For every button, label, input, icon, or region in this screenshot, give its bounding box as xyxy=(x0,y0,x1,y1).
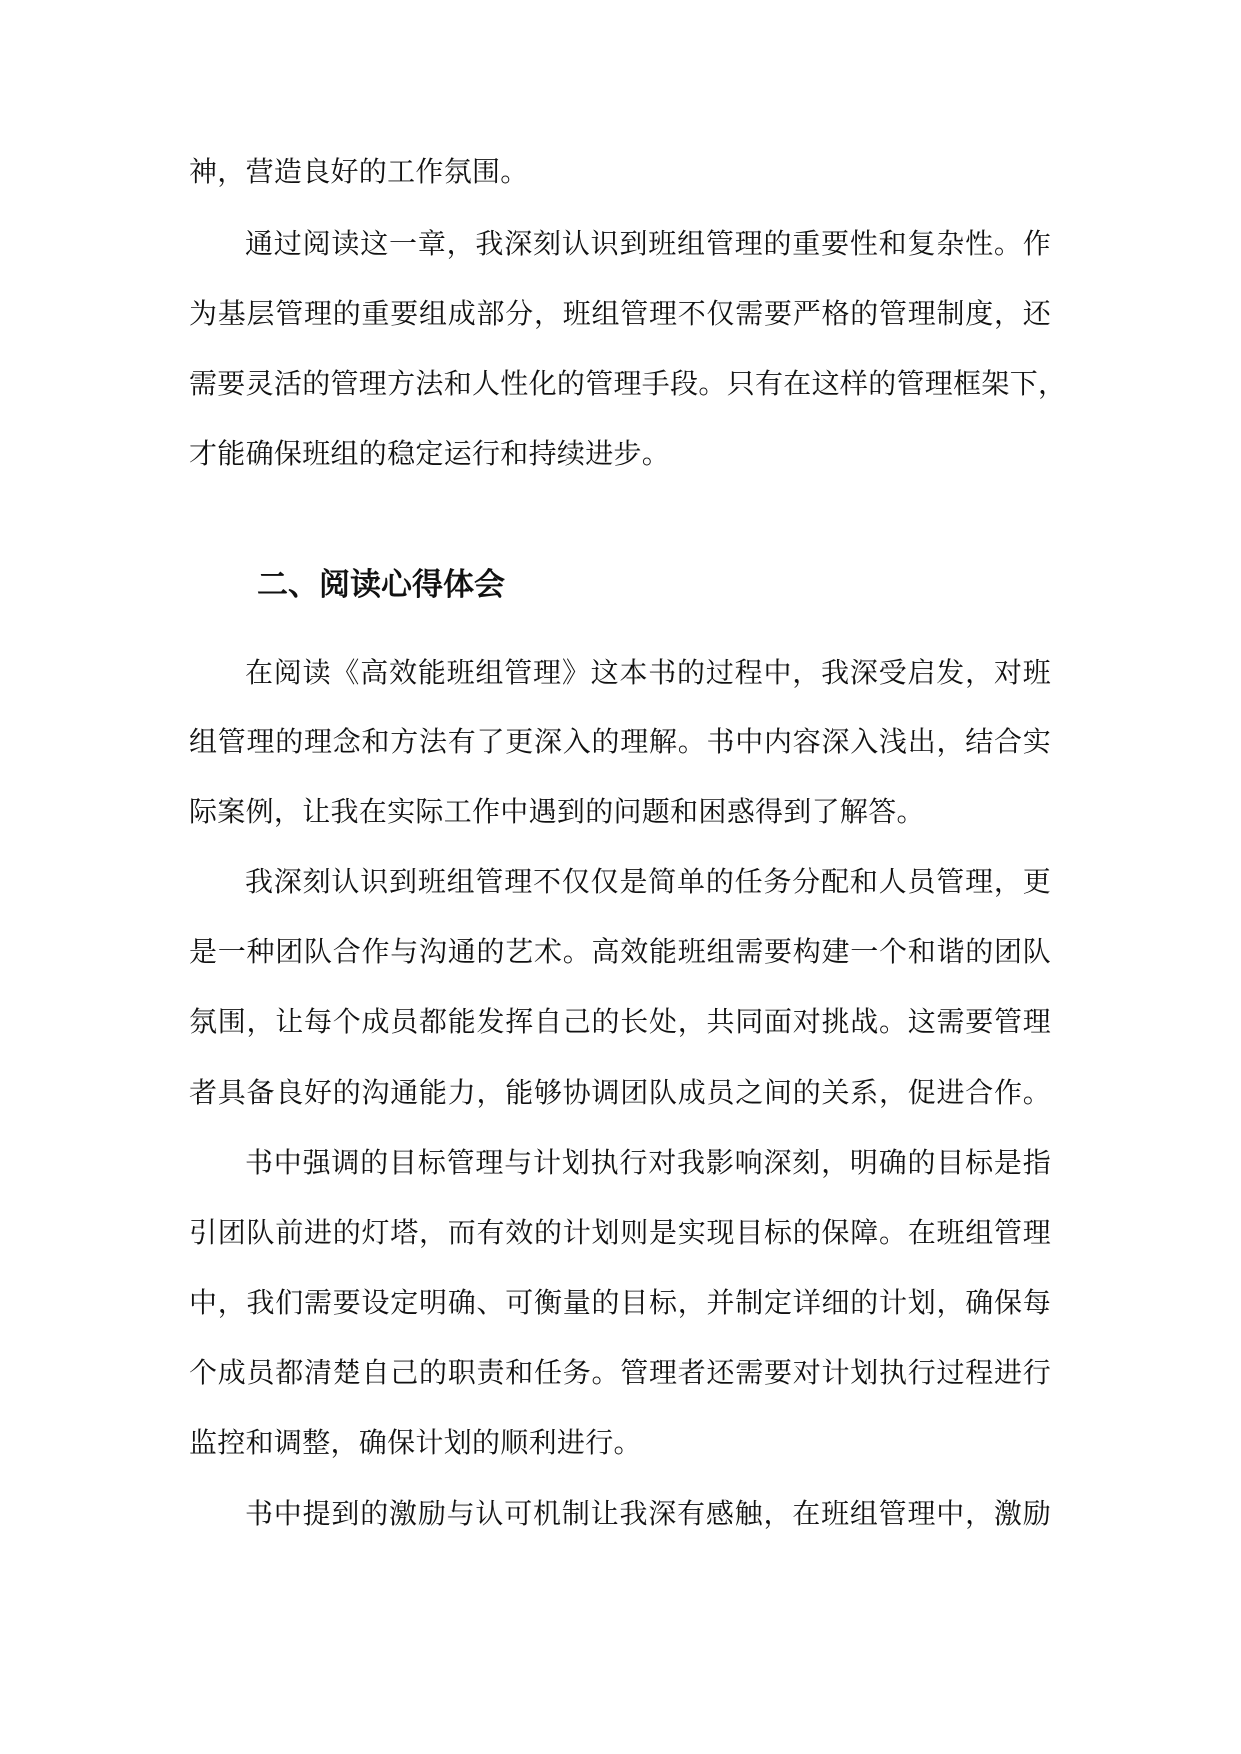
text-line: 才能确保班组的稳定运行和持续进步。 xyxy=(189,437,671,470)
text-line: 者具备良好的沟通能力，能够协调团队成员之间的关系，促进合作。 xyxy=(189,1076,1051,1109)
text-line: 是一种团队合作与沟通的艺术。高效能班组需要构建一个和谐的团队 xyxy=(189,935,1051,968)
text-line: 组管理的理念和方法有了更深入的理解。书中内容深入浅出，结合实 xyxy=(189,725,1051,758)
text-line: 需要灵活的管理方法和人性化的管理手段。只有在这样的管理框架下， xyxy=(189,367,1067,400)
text-line: 我深刻认识到班组管理不仅仅是简单的任务分配和人员管理，更 xyxy=(245,865,1051,898)
text-line: 书中提到的激励与认可机制让我深有感触，在班组管理中，激励 xyxy=(245,1497,1051,1530)
text-line: 际案例，让我在实际工作中遇到的问题和困惑得到了解答。 xyxy=(189,795,925,828)
text-line: 中，我们需要设定明确、可衡量的目标，并制定详细的计划，确保每 xyxy=(189,1286,1051,1319)
text-line: 个成员都清楚自己的职责和任务。管理者还需要对计划执行过程进行 xyxy=(189,1356,1051,1389)
section-heading: 二、阅读心得体会 xyxy=(257,567,505,603)
text-line: 为基层管理的重要组成部分，班组管理不仅需要严格的管理制度，还 xyxy=(189,297,1051,330)
text-line: 氛围，让每个成员都能发挥自己的长处，共同面对挑战。这需要管理 xyxy=(189,1005,1051,1038)
text-line: 在阅读《高效能班组管理》这本书的过程中，我深受启发，对班 xyxy=(245,656,1051,689)
text-line: 通过阅读这一章，我深刻认识到班组管理的重要性和复杂性。作 xyxy=(245,227,1051,260)
text-line: 书中强调的目标管理与计划执行对我影响深刻，明确的目标是指 xyxy=(245,1146,1051,1179)
text-line: 引团队前进的灯塔，而有效的计划则是实现目标的保障。在班组管理 xyxy=(189,1216,1051,1249)
text-line: 神，营造良好的工作氛围。 xyxy=(189,155,529,188)
text-line: 监控和调整，确保计划的顺利进行。 xyxy=(189,1426,642,1459)
